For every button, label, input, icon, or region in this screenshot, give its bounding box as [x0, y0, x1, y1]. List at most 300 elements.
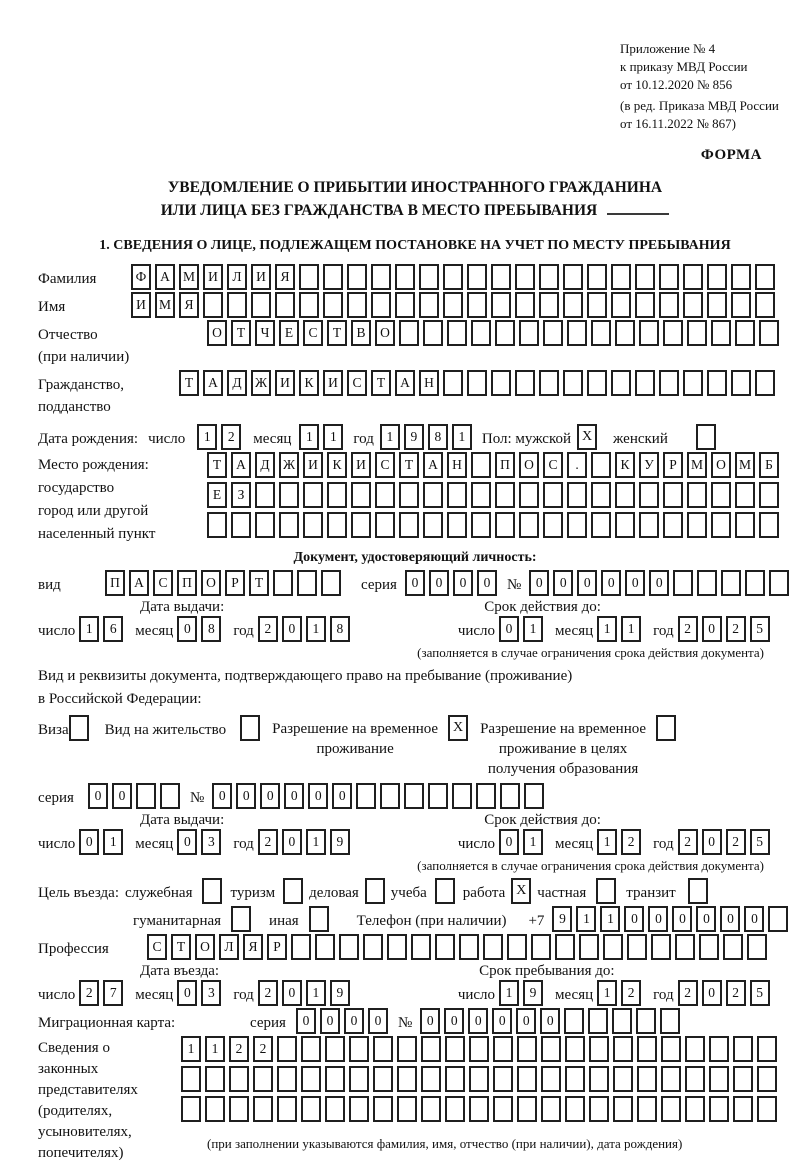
char-box[interactable] — [675, 934, 695, 960]
char-box[interactable] — [275, 292, 295, 318]
char-box[interactable] — [637, 1036, 657, 1062]
char-box[interactable] — [673, 570, 693, 596]
char-box[interactable]: 0 — [405, 570, 425, 596]
char-box[interactable] — [375, 482, 395, 508]
char-box[interactable] — [349, 1066, 369, 1092]
char-box[interactable]: 0 — [177, 616, 197, 642]
char-box[interactable]: Е — [279, 320, 299, 346]
char-box[interactable] — [349, 1096, 369, 1122]
char-box[interactable] — [565, 1066, 585, 1092]
char-box[interactable]: 0 — [529, 570, 549, 596]
char-box[interactable]: А — [395, 370, 415, 396]
char-box[interactable]: И — [131, 292, 151, 318]
char-box[interactable] — [373, 1096, 393, 1122]
char-box[interactable] — [471, 512, 491, 538]
char-box[interactable] — [421, 1066, 441, 1092]
char-box[interactable] — [615, 512, 635, 538]
char-box[interactable]: 9 — [330, 829, 350, 855]
char-box[interactable] — [611, 370, 631, 396]
char-box[interactable] — [491, 370, 511, 396]
char-box[interactable] — [411, 934, 431, 960]
char-box[interactable] — [301, 1066, 321, 1092]
char-box[interactable] — [589, 1036, 609, 1062]
char-box[interactable] — [229, 1066, 249, 1092]
char-box[interactable] — [273, 570, 293, 596]
char-box[interactable] — [591, 452, 611, 478]
char-box[interactable]: К — [327, 452, 347, 478]
char-box[interactable]: 2 — [678, 980, 698, 1006]
char-box[interactable] — [469, 1036, 489, 1062]
char-box[interactable]: Т — [207, 452, 227, 478]
char-box[interactable]: А — [203, 370, 223, 396]
char-box[interactable] — [495, 512, 515, 538]
char-box[interactable]: 0 — [720, 906, 740, 932]
char-box[interactable]: 0 — [499, 616, 519, 642]
char-box[interactable]: 0 — [696, 906, 716, 932]
char-box[interactable]: 8 — [428, 424, 448, 450]
char-box[interactable] — [613, 1036, 633, 1062]
char-box[interactable]: 1 — [523, 616, 543, 642]
char-box[interactable] — [279, 482, 299, 508]
purpose-humanitarian-checkbox[interactable] — [231, 906, 251, 932]
char-box[interactable] — [515, 370, 535, 396]
char-box[interactable]: О — [195, 934, 215, 960]
char-box[interactable]: 1 — [306, 829, 326, 855]
char-box[interactable] — [589, 1066, 609, 1092]
char-box[interactable]: 0 — [284, 783, 304, 809]
char-box[interactable] — [636, 1008, 656, 1034]
char-box[interactable] — [588, 1008, 608, 1034]
char-box[interactable]: Д — [227, 370, 247, 396]
char-box[interactable] — [659, 370, 679, 396]
visa-checkbox[interactable] — [69, 715, 89, 741]
char-box[interactable] — [659, 264, 679, 290]
char-box[interactable]: 0 — [516, 1008, 536, 1034]
char-box[interactable] — [683, 370, 703, 396]
char-box[interactable] — [445, 1036, 465, 1062]
char-box[interactable] — [387, 934, 407, 960]
char-box[interactable] — [452, 783, 472, 809]
char-box[interactable] — [445, 1066, 465, 1092]
char-box[interactable] — [419, 292, 439, 318]
purpose-tourism-checkbox[interactable] — [283, 878, 303, 904]
char-box[interactable]: 9 — [330, 980, 350, 1006]
char-box[interactable]: И — [351, 452, 371, 478]
char-box[interactable] — [735, 482, 755, 508]
char-box[interactable]: О — [201, 570, 221, 596]
char-box[interactable]: 0 — [236, 783, 256, 809]
char-box[interactable]: 2 — [726, 829, 746, 855]
char-box[interactable]: А — [231, 452, 251, 478]
char-box[interactable] — [539, 292, 559, 318]
char-box[interactable]: 0 — [332, 783, 352, 809]
char-box[interactable] — [591, 512, 611, 538]
char-box[interactable] — [613, 1096, 633, 1122]
char-box[interactable] — [663, 482, 683, 508]
char-box[interactable] — [399, 320, 419, 346]
char-box[interactable] — [519, 482, 539, 508]
char-box[interactable]: М — [735, 452, 755, 478]
char-box[interactable]: 2 — [258, 829, 278, 855]
char-box[interactable]: И — [251, 264, 271, 290]
char-box[interactable] — [731, 370, 751, 396]
char-box[interactable] — [733, 1066, 753, 1092]
char-box[interactable]: М — [155, 292, 175, 318]
char-box[interactable]: 1 — [597, 980, 617, 1006]
char-box[interactable] — [707, 370, 727, 396]
char-box[interactable]: 0 — [702, 980, 722, 1006]
char-box[interactable] — [253, 1096, 273, 1122]
char-box[interactable]: 1 — [600, 906, 620, 932]
char-box[interactable]: Р — [267, 934, 287, 960]
char-box[interactable]: 0 — [577, 570, 597, 596]
char-box[interactable] — [524, 783, 544, 809]
char-box[interactable]: Ж — [279, 452, 299, 478]
char-box[interactable]: У — [639, 452, 659, 478]
char-box[interactable]: 0 — [177, 980, 197, 1006]
char-box[interactable]: 2 — [258, 616, 278, 642]
char-box[interactable] — [471, 452, 491, 478]
char-box[interactable] — [661, 1096, 681, 1122]
char-box[interactable] — [493, 1066, 513, 1092]
char-box[interactable]: А — [155, 264, 175, 290]
char-box[interactable] — [515, 292, 535, 318]
char-box[interactable]: 1 — [452, 424, 472, 450]
char-box[interactable] — [255, 482, 275, 508]
char-box[interactable] — [639, 320, 659, 346]
char-box[interactable] — [469, 1066, 489, 1092]
char-box[interactable]: Ф — [131, 264, 151, 290]
char-box[interactable] — [611, 292, 631, 318]
char-box[interactable] — [423, 482, 443, 508]
char-box[interactable] — [757, 1096, 777, 1122]
char-box[interactable] — [768, 906, 788, 932]
char-box[interactable]: М — [687, 452, 707, 478]
char-box[interactable]: 1 — [299, 424, 319, 450]
char-box[interactable] — [539, 370, 559, 396]
char-box[interactable] — [757, 1036, 777, 1062]
char-box[interactable]: Л — [227, 264, 247, 290]
char-box[interactable]: 2 — [258, 980, 278, 1006]
char-box[interactable] — [543, 482, 563, 508]
char-box[interactable]: 0 — [429, 570, 449, 596]
char-box[interactable]: 0 — [672, 906, 692, 932]
char-box[interactable] — [755, 370, 775, 396]
char-box[interactable]: 2 — [79, 980, 99, 1006]
char-box[interactable] — [611, 264, 631, 290]
char-box[interactable] — [395, 292, 415, 318]
char-box[interactable] — [699, 934, 719, 960]
char-box[interactable] — [447, 320, 467, 346]
char-box[interactable] — [349, 1036, 369, 1062]
char-box[interactable] — [567, 512, 587, 538]
char-box[interactable] — [731, 264, 751, 290]
char-box[interactable] — [687, 320, 707, 346]
char-box[interactable] — [435, 934, 455, 960]
char-box[interactable]: З — [231, 482, 251, 508]
char-box[interactable]: О — [519, 452, 539, 478]
char-box[interactable] — [663, 320, 683, 346]
char-box[interactable] — [543, 320, 563, 346]
char-box[interactable] — [375, 512, 395, 538]
char-box[interactable] — [651, 934, 671, 960]
char-box[interactable] — [543, 512, 563, 538]
char-box[interactable] — [301, 1096, 321, 1122]
char-box[interactable] — [615, 320, 635, 346]
char-box[interactable] — [711, 320, 731, 346]
char-box[interactable] — [759, 482, 779, 508]
char-box[interactable]: 8 — [330, 616, 350, 642]
char-box[interactable]: 5 — [750, 616, 770, 642]
char-box[interactable]: М — [179, 264, 199, 290]
char-box[interactable]: П — [105, 570, 125, 596]
char-box[interactable] — [687, 512, 707, 538]
sex-male-checkbox[interactable]: X — [577, 424, 597, 450]
char-box[interactable] — [363, 934, 383, 960]
char-box[interactable] — [565, 1096, 585, 1122]
char-box[interactable] — [421, 1036, 441, 1062]
char-box[interactable] — [445, 1096, 465, 1122]
char-box[interactable]: 2 — [726, 980, 746, 1006]
char-box[interactable] — [531, 934, 551, 960]
char-box[interactable]: 0 — [368, 1008, 388, 1034]
char-box[interactable] — [709, 1066, 729, 1092]
char-box[interactable] — [539, 264, 559, 290]
char-box[interactable] — [327, 482, 347, 508]
char-box[interactable] — [635, 292, 655, 318]
char-box[interactable]: 0 — [344, 1008, 364, 1034]
char-box[interactable]: С — [347, 370, 367, 396]
char-box[interactable]: О — [375, 320, 395, 346]
char-box[interactable]: 2 — [221, 424, 241, 450]
sex-female-checkbox[interactable] — [696, 424, 716, 450]
char-box[interactable] — [404, 783, 424, 809]
char-box[interactable] — [303, 512, 323, 538]
char-box[interactable] — [637, 1096, 657, 1122]
char-box[interactable] — [327, 512, 347, 538]
char-box[interactable]: 1 — [181, 1036, 201, 1062]
char-box[interactable] — [291, 934, 311, 960]
char-box[interactable]: 9 — [404, 424, 424, 450]
char-box[interactable]: Н — [419, 370, 439, 396]
char-box[interactable] — [467, 264, 487, 290]
char-box[interactable] — [555, 934, 575, 960]
char-box[interactable]: 0 — [702, 829, 722, 855]
char-box[interactable]: 0 — [625, 570, 645, 596]
char-box[interactable]: 1 — [323, 424, 343, 450]
char-box[interactable]: Л — [219, 934, 239, 960]
char-box[interactable] — [721, 570, 741, 596]
char-box[interactable] — [683, 292, 703, 318]
char-box[interactable]: 9 — [523, 980, 543, 1006]
char-box[interactable]: 0 — [79, 829, 99, 855]
char-box[interactable] — [421, 1096, 441, 1122]
char-box[interactable] — [371, 292, 391, 318]
char-box[interactable] — [603, 934, 623, 960]
char-box[interactable] — [483, 934, 503, 960]
purpose-other-checkbox[interactable] — [309, 906, 329, 932]
char-box[interactable]: 1 — [79, 616, 99, 642]
char-box[interactable] — [565, 1036, 585, 1062]
char-box[interactable] — [517, 1066, 537, 1092]
char-box[interactable] — [733, 1036, 753, 1062]
char-box[interactable]: 0 — [282, 829, 302, 855]
char-box[interactable]: 0 — [212, 783, 232, 809]
char-box[interactable] — [467, 292, 487, 318]
char-box[interactable]: 2 — [253, 1036, 273, 1062]
char-box[interactable] — [277, 1066, 297, 1092]
char-box[interactable]: С — [375, 452, 395, 478]
char-box[interactable]: 3 — [201, 980, 221, 1006]
char-box[interactable] — [423, 512, 443, 538]
char-box[interactable]: 0 — [702, 616, 722, 642]
char-box[interactable] — [277, 1036, 297, 1062]
char-box[interactable] — [519, 320, 539, 346]
char-box[interactable] — [351, 512, 371, 538]
char-box[interactable]: 0 — [553, 570, 573, 596]
char-box[interactable]: Т — [231, 320, 251, 346]
char-box[interactable] — [277, 1096, 297, 1122]
char-box[interactable] — [589, 1096, 609, 1122]
char-box[interactable] — [663, 512, 683, 538]
char-box[interactable] — [351, 482, 371, 508]
char-box[interactable] — [517, 1096, 537, 1122]
char-box[interactable] — [659, 292, 679, 318]
char-box[interactable]: А — [423, 452, 443, 478]
char-box[interactable] — [323, 264, 343, 290]
char-box[interactable] — [459, 934, 479, 960]
char-box[interactable]: 1 — [576, 906, 596, 932]
char-box[interactable] — [373, 1036, 393, 1062]
char-box[interactable] — [661, 1066, 681, 1092]
char-box[interactable] — [587, 370, 607, 396]
char-box[interactable]: 1 — [306, 980, 326, 1006]
char-box[interactable] — [613, 1066, 633, 1092]
char-box[interactable] — [493, 1036, 513, 1062]
char-box[interactable] — [423, 320, 443, 346]
char-box[interactable] — [231, 512, 251, 538]
char-box[interactable] — [685, 1036, 705, 1062]
char-box[interactable] — [397, 1036, 417, 1062]
char-box[interactable]: 6 — [103, 616, 123, 642]
char-box[interactable] — [591, 482, 611, 508]
char-box[interactable] — [563, 292, 583, 318]
char-box[interactable]: 2 — [621, 980, 641, 1006]
char-box[interactable]: 2 — [229, 1036, 249, 1062]
edu-residence-permit-checkbox[interactable] — [656, 715, 676, 741]
char-box[interactable]: С — [303, 320, 323, 346]
char-box[interactable] — [587, 292, 607, 318]
char-box[interactable]: О — [207, 320, 227, 346]
char-box[interactable]: Д — [255, 452, 275, 478]
char-box[interactable] — [759, 512, 779, 538]
char-box[interactable]: 8 — [201, 616, 221, 642]
char-box[interactable] — [399, 482, 419, 508]
char-box[interactable] — [301, 1036, 321, 1062]
char-box[interactable] — [229, 1096, 249, 1122]
char-box[interactable] — [661, 1036, 681, 1062]
char-box[interactable] — [747, 934, 767, 960]
char-box[interactable]: 0 — [649, 570, 669, 596]
char-box[interactable] — [397, 1066, 417, 1092]
char-box[interactable] — [255, 512, 275, 538]
char-box[interactable] — [299, 292, 319, 318]
char-box[interactable] — [500, 783, 520, 809]
char-box[interactable] — [541, 1036, 561, 1062]
char-box[interactable] — [612, 1008, 632, 1034]
char-box[interactable] — [567, 482, 587, 508]
char-box[interactable]: И — [275, 370, 295, 396]
char-box[interactable]: 1 — [205, 1036, 225, 1062]
char-box[interactable]: Я — [243, 934, 263, 960]
char-box[interactable]: С — [147, 934, 167, 960]
char-box[interactable] — [347, 264, 367, 290]
char-box[interactable]: И — [203, 264, 223, 290]
char-box[interactable]: 0 — [444, 1008, 464, 1034]
char-box[interactable] — [685, 1096, 705, 1122]
char-box[interactable]: 1 — [306, 616, 326, 642]
char-box[interactable]: О — [711, 452, 731, 478]
char-box[interactable] — [443, 370, 463, 396]
char-box[interactable] — [136, 783, 156, 809]
char-box[interactable]: Ж — [251, 370, 271, 396]
char-box[interactable]: 9 — [552, 906, 572, 932]
char-box[interactable]: 0 — [260, 783, 280, 809]
char-box[interactable] — [380, 783, 400, 809]
char-box[interactable]: Р — [663, 452, 683, 478]
char-box[interactable] — [205, 1066, 225, 1092]
char-box[interactable] — [160, 783, 180, 809]
char-box[interactable] — [733, 1096, 753, 1122]
char-box[interactable]: Ч — [255, 320, 275, 346]
char-box[interactable]: 1 — [197, 424, 217, 450]
char-box[interactable] — [563, 370, 583, 396]
char-box[interactable]: 0 — [648, 906, 668, 932]
char-box[interactable] — [181, 1066, 201, 1092]
char-box[interactable]: Т — [179, 370, 199, 396]
char-box[interactable] — [707, 292, 727, 318]
residence-permit-checkbox[interactable] — [240, 715, 260, 741]
temp-residence-permit-checkbox[interactable]: X — [448, 715, 468, 741]
char-box[interactable]: 3 — [201, 829, 221, 855]
char-box[interactable]: 0 — [468, 1008, 488, 1034]
purpose-work-checkbox[interactable]: X — [511, 878, 531, 904]
char-box[interactable] — [635, 370, 655, 396]
char-box[interactable] — [347, 292, 367, 318]
char-box[interactable] — [709, 1096, 729, 1122]
char-box[interactable] — [303, 482, 323, 508]
char-box[interactable]: 1 — [523, 829, 543, 855]
char-box[interactable] — [443, 292, 463, 318]
purpose-transit-checkbox[interactable] — [688, 878, 708, 904]
char-box[interactable] — [735, 512, 755, 538]
char-box[interactable]: Я — [179, 292, 199, 318]
char-box[interactable] — [467, 370, 487, 396]
char-box[interactable]: 2 — [726, 616, 746, 642]
char-box[interactable] — [745, 570, 765, 596]
char-box[interactable]: 1 — [597, 616, 617, 642]
char-box[interactable]: 5 — [750, 980, 770, 1006]
char-box[interactable] — [591, 320, 611, 346]
char-box[interactable] — [471, 320, 491, 346]
char-box[interactable] — [395, 264, 415, 290]
char-box[interactable] — [253, 1066, 273, 1092]
char-box[interactable] — [755, 292, 775, 318]
char-box[interactable] — [491, 264, 511, 290]
char-box[interactable]: П — [177, 570, 197, 596]
char-box[interactable] — [685, 1066, 705, 1092]
char-box[interactable] — [707, 264, 727, 290]
